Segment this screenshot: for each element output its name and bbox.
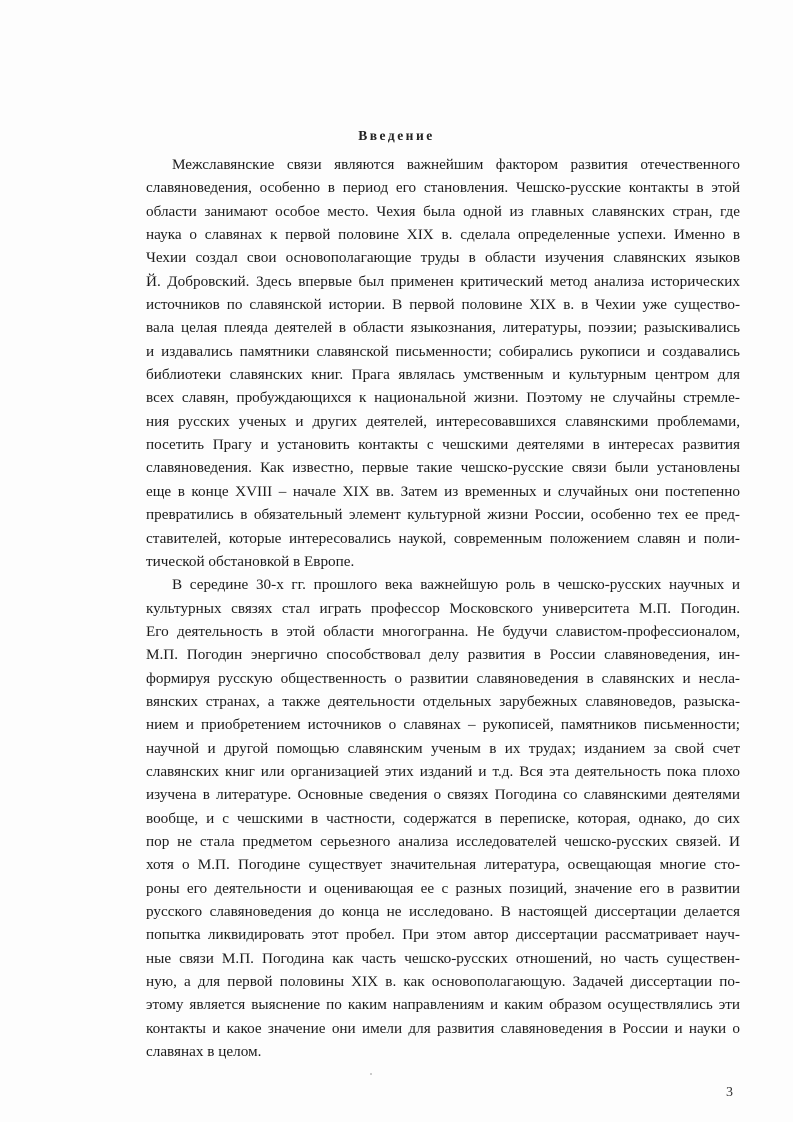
text-line: ставителей, которые интересовались наукой, современным положением славян и поли-	[146, 529, 740, 547]
page-number: 3	[726, 1085, 733, 1100]
text-line: ные связи М.П. Погодина как часть чешско-русских отношений, но часть существен-	[146, 949, 740, 967]
text-line: и издавались памятники славянской письменности; собирались рукописи и создавались	[146, 342, 740, 360]
text-line: еще в конце XVIII – начале XIX вв. Затем из временных и случайных они постепенно	[146, 482, 740, 500]
text-line: всех славян, пробуждающихся к национальной жизни. Поэтому не случайны стремле-	[146, 389, 740, 407]
text-line: этому является выяснение по каким направлениям и каким образом осуществлялись эти	[146, 996, 740, 1014]
text-line: русского славяноведения до конца не исследовано. В настоящей диссертации делается	[146, 903, 740, 920]
text-line: пор не стала предметом серьезного анализа исследователей чешско-русских связей. И	[146, 832, 740, 850]
text-line: попытка ликвидировать этот пробел. При этом автор диссертации рассматривает науч-	[146, 926, 740, 944]
text-line: славяноведения, особенно в период его становления. Чешско-русские контакты в этой	[146, 179, 740, 197]
paragraph-1	[146, 153, 740, 573]
text-line: хотя о М.П. Погодине существует значительная литература, освещающая многие сто-	[146, 856, 740, 874]
paragraph-2	[146, 573, 740, 1063]
text-line: славяноведения. Как известно, первые такие чешско-русские связи были установлены	[146, 459, 740, 477]
text-line: наука о славянах к первой половине XIX в. сделала определенные успехи. Именно в	[146, 226, 740, 244]
section-heading: Введение	[358, 128, 435, 143]
text-line: культурных связях стал играть профессор Московского университета М.П. Погодин.	[146, 599, 740, 617]
text-line: ную, а для первой половины XIX в. как основополагающую. Задачей диссертации по-	[146, 973, 740, 991]
text-line: превратились в обязательный элемент культурной жизни России, особенно тех ее пред-	[146, 506, 740, 524]
text-line: нием и приобретением источников о славянах – рукописей, памятников письменности;	[146, 716, 740, 734]
text-line: изучена в литературе. Основные сведения о связях Погодина со славянскими деятелями	[146, 786, 740, 804]
text-line: посетить Прагу и установить контакты с чешскими деятелями в интересах развития	[146, 436, 740, 454]
text-line: роны его деятельности и оценивающая ее с разных позиций, значение его в развитии	[146, 879, 740, 897]
text-line: ния русских ученых и других деятелей, интересовавшихся славянскими проблемами,	[146, 412, 740, 430]
text-line: научной и другой помощью славянским ученым в их трудах; изданием за свой счет	[146, 739, 740, 757]
text-line: вообще, и с чешскими в частности, содержатся в переписке, которая, однако, до сих	[146, 809, 740, 827]
text-line: формируя русскую общественность о развитии славяноведения в славянских и несла-	[146, 669, 740, 687]
text-line: В середине 30-х гг. прошлого века важнейшую роль в чешско-русских научных и	[172, 576, 740, 594]
text-line: тической обстановкой в Европе.	[146, 552, 355, 570]
text-line: вала целая плеяда деятелей в области языкознания, литературы, поэзии; разыскивались	[146, 319, 740, 337]
body-text	[146, 153, 740, 1063]
text-line: библиотеки славянских книг. Прага являлась умственным и культурным центром для	[146, 366, 740, 384]
text-line: славянских книг или организацией этих изданий и т.д. Вся эта деятельность пока плохо	[146, 762, 740, 780]
text-line: контакты и какое значение они имели для развития славяноведения в России и науки о	[146, 1019, 740, 1037]
text-line: Его деятельность в этой области многогранна. Не будучи славистом-профессионалом,	[146, 622, 740, 640]
text-line: славянах в целом.	[146, 1043, 262, 1061]
text-line: Й. Добровский. Здесь впервые был применен критический метод анализа исторических	[146, 272, 740, 290]
text-line: вянских странах, а также деятельности отдельных зарубежных славяноведов, разыска-	[146, 692, 740, 710]
text-line: Чехии создал свои основополагающие труды в области изучения славянских языков	[146, 249, 740, 267]
text-line: источников по славянской истории. В первой половине XIX в. в Чехии уже существо-	[146, 296, 740, 314]
scan-speck	[370, 1073, 372, 1075]
text-line: Межславянские связи являются важнейшим фактором развития отечественного	[172, 156, 740, 173]
text-line: М.П. Погодин энергично способствовал делу развития в России славяноведения, ин-	[146, 646, 740, 664]
text-line: области занимают особое место. Чехия была одной из главных славянских стран, где	[146, 202, 740, 220]
